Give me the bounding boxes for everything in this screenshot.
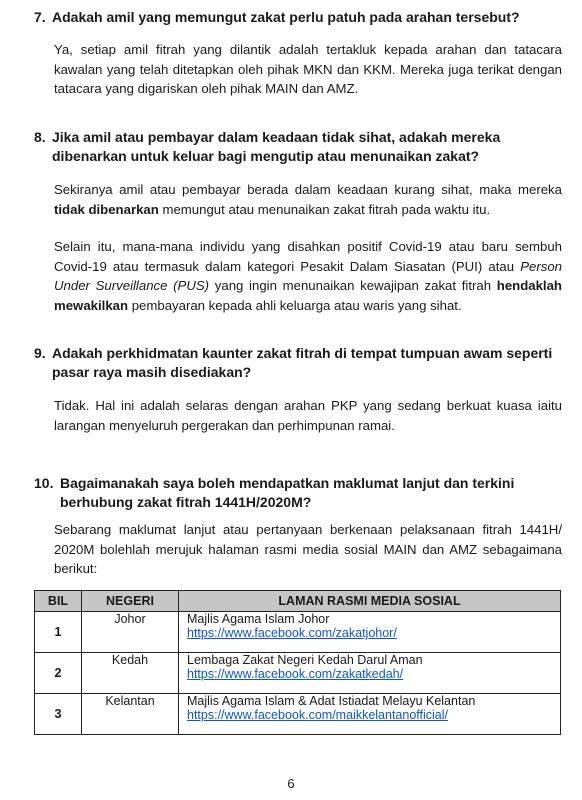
cell-negeri: Kelantan: [82, 694, 179, 735]
cell-bil: 3: [35, 694, 82, 735]
question-text: Adakah amil yang memungut zakat perlu patuh pada arahan tersebut?: [52, 9, 520, 25]
question-number: 8.: [34, 129, 46, 145]
question-8: [34, 128, 562, 166]
cell-bil: 1: [35, 612, 82, 653]
emphasis-text: tidak dibenarkan: [54, 201, 159, 217]
cell-laman: [179, 612, 561, 653]
answer-9-paragraph-1: Tidak. Hal ini adalah selaras dengan arahan PKP yang sedang berkuat kuasa iaitu larangan menyeluruh pergerakan dan perhimpunan ramai.: [54, 398, 562, 433]
question-text: Adakah perkhidmatan kaunter zakat fitrah di tempat tumpuan awam seperti pasar raya masih disediakan?: [52, 345, 553, 380]
answer-8-paragraph-2: Selain itu, mana-mana individu yang disahkan positif Covid-19 atau baru sembuh Covid-19 atau termasuk dalam kategori Pesakit Dalam Siasatan (PUI) atau Person Under Surveillance (PUS) yang ingin menunaikan kewajipan zakat fitrah hendaklah mewakilkan pembayaran kepada ahli keluarga atau waris yang sihat.: [54, 239, 562, 313]
table-row: [35, 612, 561, 653]
question-10: [34, 474, 562, 512]
question-number: 10.: [34, 475, 54, 491]
cell-laman: [179, 653, 561, 694]
facebook-link[interactable]: https://www.facebook.com/zakatjohor/: [187, 626, 397, 640]
cell-negeri: Johor: [82, 612, 179, 653]
organization-name: Majlis Agama Islam & Adat Istiadat Melayu Kelantan: [187, 694, 476, 708]
answer-10-paragraph-1: Sebarang maklumat lanjut atau pertanyaan berkenaan pelaksanaan fitrah 1441H/ 2020M bolehlah merujuk halaman rasmi media sosial MAIN dan AMZ sebagaimana berikut:: [54, 522, 562, 576]
column-header-bil: BIL: [35, 591, 82, 612]
column-header-negeri: NEGERI: [82, 591, 179, 612]
answer-7-paragraph-1: Ya, setiap amil fitrah yang dilantik adalah tertakluk kepada arahan dan tatacara kawalan yang telah ditetapkan oleh pihak MKN dan KKM. Mereka juga terikat dengan tatacara yang digariskan oleh pihak MAIN dan AMZ.: [54, 42, 562, 96]
organization-name: Lembaga Zakat Negeri Kedah Darul Aman: [187, 653, 423, 667]
italic-term: Person Under Surveillance (PUS): [54, 258, 562, 293]
page-number: 6: [287, 776, 295, 791]
table-row: [35, 653, 561, 694]
emphasis-text: hendaklah mewakilkan: [54, 278, 562, 313]
social-media-table: [34, 590, 561, 735]
cell-laman: [179, 694, 561, 735]
cell-bil: 2: [35, 653, 82, 694]
column-header-laman: LAMAN RASMI MEDIA SOSIAL: [179, 591, 561, 612]
organization-name: Majlis Agama Islam Johor: [187, 612, 330, 626]
question-text: Bagaimanakah saya boleh mendapatkan maklumat lanjut dan terkini berhubung zakat fitrah 1441H/2020M?: [60, 475, 515, 510]
question-text: Jika amil atau pembayar dalam keadaan tidak sihat, adakah mereka dibenarkan untuk keluar bagi mengutip atau menunaikan zakat?: [52, 129, 501, 164]
question-7: [34, 8, 562, 27]
facebook-link[interactable]: https://www.facebook.com/maikkelantanofficial/: [187, 708, 449, 722]
question-9: [34, 344, 562, 382]
question-number: 9.: [34, 345, 46, 361]
table-header-row: [35, 591, 561, 612]
table-row: [35, 694, 561, 735]
answer-8-paragraph-1: Sekiranya amil atau pembayar berada dalam keadaan kurang sihat, maka mereka tidak dibenarkan memungut atau menunaikan zakat fitrah pada waktu itu.: [54, 182, 562, 217]
cell-negeri: Kedah: [82, 653, 179, 694]
question-number: 7.: [34, 9, 46, 25]
facebook-link[interactable]: https://www.facebook.com/zakatkedah/: [187, 667, 404, 681]
